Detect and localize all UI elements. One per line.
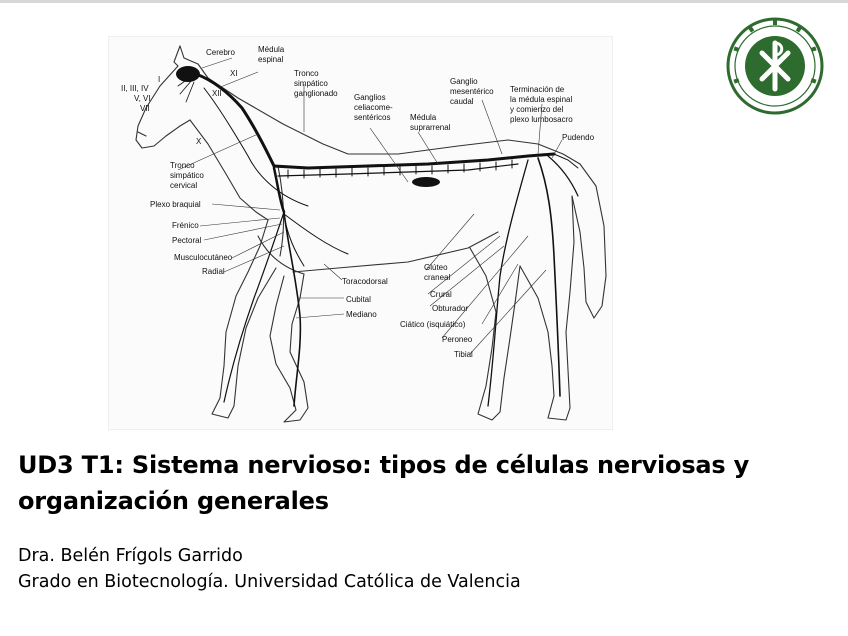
slide-title-line-1: UD3 T1: Sistema nervioso: tipos de células nerviosas y bbox=[18, 451, 750, 479]
label-term-2: la médula espinal bbox=[510, 95, 573, 104]
label-pudendo: Pudendo bbox=[562, 133, 595, 142]
label-plexo-braquial: Plexo braquial bbox=[150, 200, 201, 209]
label-tronco-g-3: ganglionado bbox=[294, 89, 338, 98]
label-ciatico: Ciático (isquiático) bbox=[400, 320, 466, 329]
author-name: Dra. Belén Frígols Garrido bbox=[18, 546, 243, 566]
label-i: I bbox=[158, 75, 161, 84]
label-medula-2: espinal bbox=[258, 55, 284, 64]
label-obturador: Obturador bbox=[432, 304, 469, 313]
author-block bbox=[18, 543, 521, 595]
label-crural: Crural bbox=[430, 290, 452, 299]
label-x: X bbox=[196, 137, 202, 146]
label-ganglios-2: celiacome- bbox=[354, 103, 393, 112]
label-term-3: y comienzo del bbox=[510, 105, 564, 114]
label-ganglios-1: Ganglios bbox=[354, 93, 386, 102]
label-xi: XI bbox=[230, 69, 238, 78]
label-ganglios-3: sentéricos bbox=[354, 113, 391, 122]
label-radial: Radial bbox=[202, 267, 225, 276]
label-peroneo: Peroneo bbox=[442, 335, 473, 344]
label-v-vi: V, VI bbox=[134, 94, 151, 103]
label-tronco-c-1: Tronco bbox=[170, 161, 195, 170]
slide-title bbox=[18, 447, 828, 519]
label-ganglio-m-3: caudal bbox=[450, 97, 474, 106]
top-border bbox=[0, 0, 848, 3]
label-musculocutaneo: Musculocutáneo bbox=[174, 253, 233, 262]
label-ganglio-m-2: mesentérico bbox=[450, 87, 494, 96]
label-pectoral: Pectoral bbox=[172, 236, 202, 245]
label-frenico: Frénico bbox=[172, 221, 199, 230]
label-gluteo-2: craneal bbox=[424, 273, 451, 282]
label-cubital: Cubital bbox=[346, 295, 371, 304]
label-term-4: plexo lumbosacro bbox=[510, 115, 573, 124]
label-tibial: Tibial bbox=[454, 350, 473, 359]
label-tronco-c-2: simpático bbox=[170, 171, 204, 180]
label-ii-iii-iv: II, III, IV bbox=[121, 84, 149, 93]
label-xii: XII bbox=[212, 89, 222, 98]
author-affiliation: Grado en Biotecnología. Universidad Católica de Valencia bbox=[18, 572, 521, 592]
slide-title-line-2: organización generales bbox=[18, 487, 329, 515]
label-gluteo-1: Glúteo bbox=[424, 263, 448, 272]
label-ganglio-m-1: Ganglio bbox=[450, 77, 478, 86]
label-suprarrenal-1: Médula bbox=[410, 113, 437, 122]
label-tronco-g-1: Tronco bbox=[294, 69, 319, 78]
label-tronco-c-3: cervical bbox=[170, 181, 198, 190]
label-suprarrenal-2: suprarrenal bbox=[410, 123, 451, 132]
label-medula-1: Médula bbox=[258, 45, 285, 54]
label-term-1: Terminación de bbox=[510, 85, 565, 94]
label-vii: VII bbox=[140, 104, 150, 113]
label-mediano: Mediano bbox=[346, 310, 377, 319]
label-toracodorsal: Toracodorsal bbox=[342, 277, 388, 286]
label-tronco-g-2: simpático bbox=[294, 79, 328, 88]
university-seal-icon bbox=[726, 17, 824, 115]
label-cerebro: Cerebro bbox=[206, 48, 235, 57]
horse-nervous-system-figure bbox=[108, 36, 613, 430]
